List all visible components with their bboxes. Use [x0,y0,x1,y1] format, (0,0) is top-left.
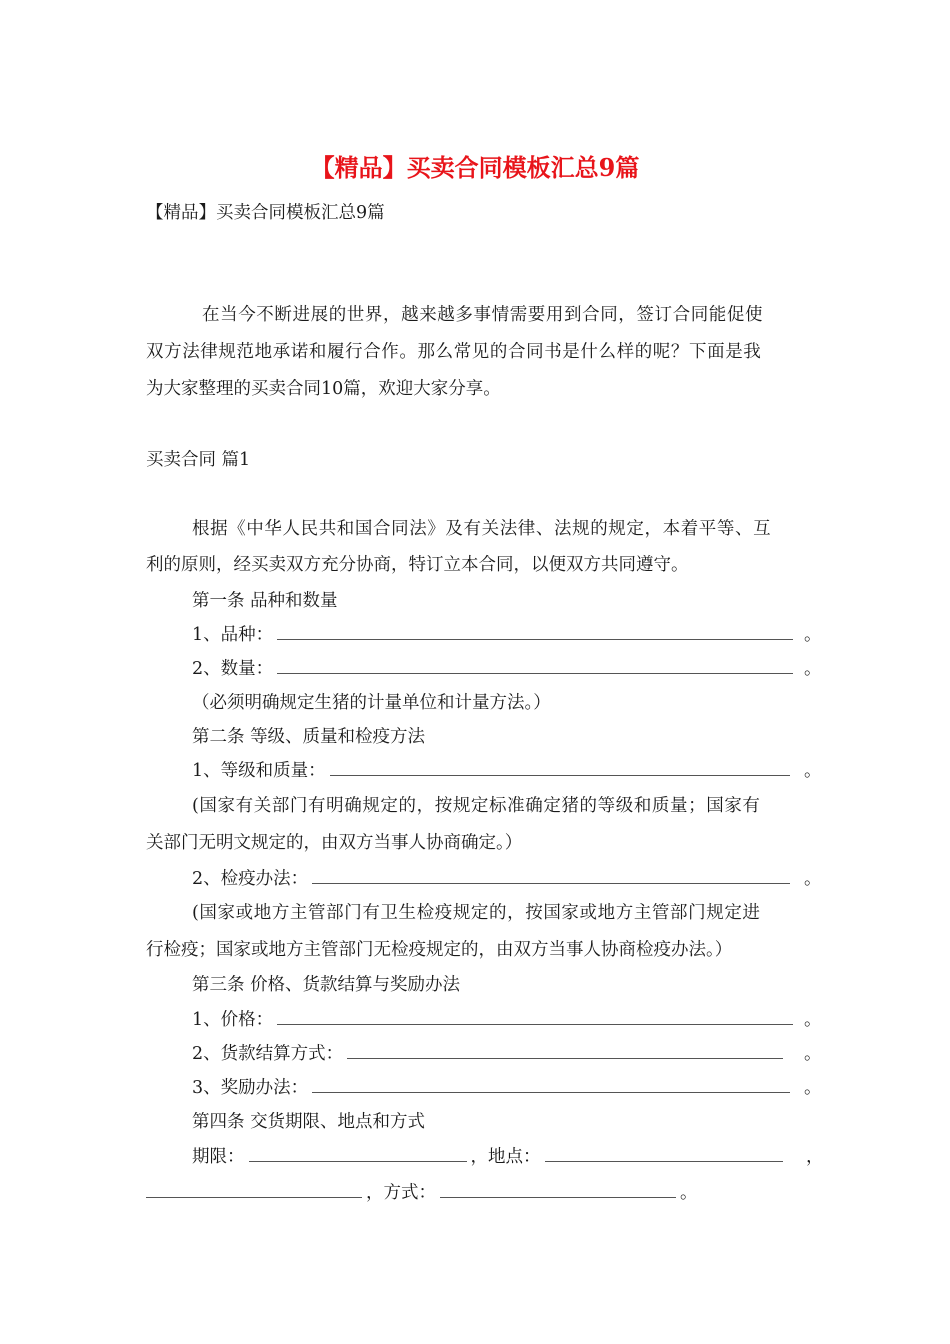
article1-item2-period: 。 [804,659,822,679]
quarantine-blank[interactable] [312,867,790,884]
article4-line-2 [146,1180,698,1206]
variety-blank[interactable] [277,623,793,640]
article4-line-1-comma: ， [806,1147,824,1167]
article2-item2 [192,866,794,892]
article2-item1-label: 1、等级和质量： [192,761,326,781]
article3-heading: 第三条 价格、货款结算与奖励办法 [192,975,461,995]
article1-item1-label: 1、品种： [192,625,274,645]
article2-item1-period: 。 [804,761,822,781]
article2-note2-line-1: (国家或地方主管部门有卫生检疫规定的，按国家或地方主管部门规定进 [192,903,761,923]
article3-item1-period: 。 [804,1010,822,1030]
intro-line-2: 双方法律规范地承诺和履行合作。那么常见的合同书是什么样的呢？下面是我 [146,342,762,362]
reward-blank[interactable] [312,1076,790,1093]
article3-item3-label: 3、奖励办法： [192,1078,309,1098]
preamble-line-2: 利的原则，经买卖双方充分协商，特订立本合同，以便双方共同遵守。 [146,555,689,575]
article2-heading: 第二条 等级、质量和检疫方法 [192,727,426,747]
article1-item1-period: 。 [804,625,822,645]
quantity-blank[interactable] [277,657,793,674]
period-blank[interactable] [249,1145,467,1162]
article3-item1 [192,1007,797,1033]
price-blank[interactable] [277,1008,793,1025]
intro-line-1: 在当今不断进展的世界，越来越多事情需要用到合同，签订合同能促使 [202,305,764,325]
article3-item2-label: 2、货款结算方式： [192,1044,344,1064]
article1-note: （必须明确规定生猪的计量单位和计量方法。） [192,693,551,713]
document-title: 【精品】买卖合同模板汇总9篇 [310,153,640,182]
article3-item1-label: 1、价格： [192,1010,274,1030]
article2-note1-line-1: (国家有关部门有明确规定的，按规定标准确定猪的等级和质量；国家有 [192,796,761,816]
article3-item3 [192,1075,794,1101]
article2-note2-line-2: 行检疫；国家或地方主管部门无检疫规定的，由双方当事人协商检疫办法。） [146,940,733,960]
article4-line-1 [192,1144,787,1170]
method-label: ，方式： [366,1183,436,1203]
intro-line-3: 为大家整理的买卖合同10篇，欢迎大家分享。 [146,379,501,399]
place-label: ，地点： [470,1147,541,1167]
article1-item1 [192,622,797,648]
preamble-line-1: 根据《中华人民共和国合同法》及有关法律、法规的规定，本着平等、互 [192,519,772,539]
period-label: 期限： [192,1147,245,1167]
article3-item2 [192,1041,787,1067]
article2-note1-line-2: 关部门无明文规定的，由双方当事人协商确定。） [146,833,523,853]
article4-heading: 第四条 交货期限、地点和方式 [192,1112,426,1132]
article3-item3-period: 。 [804,1078,822,1098]
article2-item1 [192,758,794,784]
place-blank[interactable] [545,1145,783,1162]
article1-item2 [192,656,797,682]
method-blank[interactable] [440,1181,676,1198]
place-blank-continued[interactable] [146,1181,362,1198]
article4-line-2-period: 。 [680,1183,698,1203]
article1-heading: 第一条 品种和数量 [192,591,338,611]
article3-item2-period: 。 [804,1044,822,1064]
article1-item2-label: 2、数量： [192,659,274,679]
document-subtitle: 【精品】买卖合同模板汇总9篇 [146,203,385,223]
section-heading: 买卖合同 篇1 [146,450,251,470]
settlement-blank[interactable] [347,1042,783,1059]
article2-item2-period: 。 [804,869,822,889]
article2-item2-label: 2、检疫办法： [192,869,309,889]
grade-quality-blank[interactable] [330,759,790,776]
